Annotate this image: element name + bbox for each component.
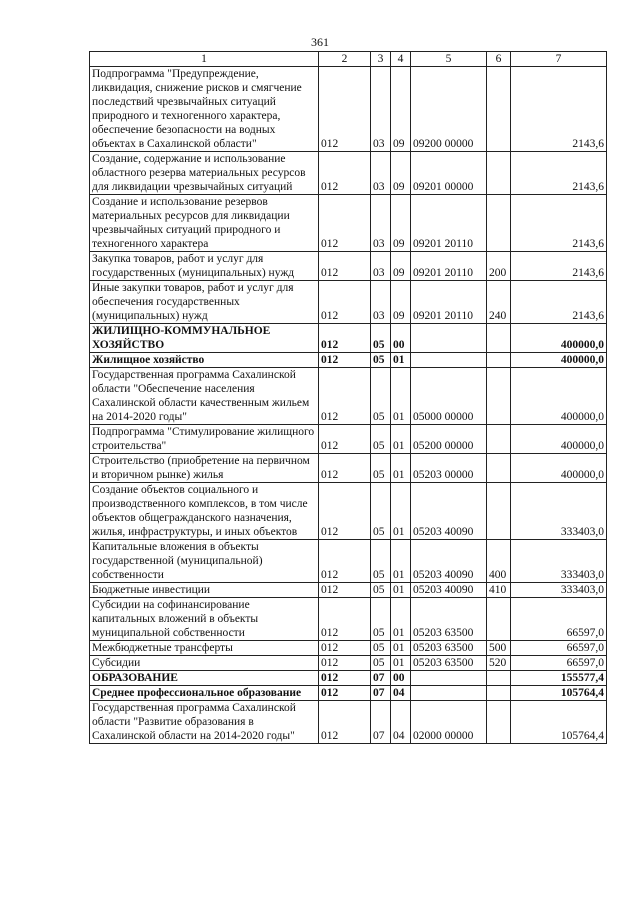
row-code-cell: 012 <box>319 686 371 701</box>
row-name-cell: Межбюджетные трансферты <box>90 641 319 656</box>
row-name-cell: Создание и использование резервов материальных ресурсов для ликвидации чрезвычайных ситуаций природного и техногенного характера <box>90 195 319 252</box>
header-cell: 2 <box>319 52 371 67</box>
table-row <box>90 252 607 281</box>
table-row <box>90 454 607 483</box>
row-subsection-cell: 00 <box>391 324 411 353</box>
table-row <box>90 671 607 686</box>
row-code-cell: 012 <box>319 583 371 598</box>
row-name-cell: ЖИЛИЩНО-КОММУНАЛЬНОЕ ХОЗЯЙСТВО <box>90 324 319 353</box>
row-target-cell: 09200 00000 <box>411 67 487 152</box>
row-target-cell <box>411 353 487 368</box>
table-row <box>90 701 607 744</box>
row-name-cell: Субсидии <box>90 656 319 671</box>
row-subsection-cell: 01 <box>391 353 411 368</box>
row-code-cell: 012 <box>319 656 371 671</box>
row-amount-cell: 66597,0 <box>511 598 607 641</box>
row-amount-cell: 2143,6 <box>511 252 607 281</box>
row-section-cell: 03 <box>371 152 391 195</box>
row-name-cell: Подпрограмма "Стимулирование жилищного строительства" <box>90 425 319 454</box>
row-amount-cell: 66597,0 <box>511 641 607 656</box>
row-code-cell: 012 <box>319 701 371 744</box>
row-type-cell <box>487 67 511 152</box>
table-row <box>90 583 607 598</box>
row-code-cell: 012 <box>319 641 371 656</box>
row-name-cell: Закупка товаров, работ и услуг для государственных (муниципальных) нужд <box>90 252 319 281</box>
row-subsection-cell: 04 <box>391 686 411 701</box>
row-type-cell: 400 <box>487 540 511 583</box>
row-subsection-cell: 01 <box>391 540 411 583</box>
row-target-cell: 09201 00000 <box>411 152 487 195</box>
row-subsection-cell: 09 <box>391 281 411 324</box>
table-row <box>90 641 607 656</box>
table-row <box>90 353 607 368</box>
row-section-cell: 07 <box>371 671 391 686</box>
row-code-cell: 012 <box>319 671 371 686</box>
row-subsection-cell: 09 <box>391 195 411 252</box>
row-type-cell <box>487 686 511 701</box>
row-name-cell: Строительство (приобретение на первичном и вторичном рынке) жилья <box>90 454 319 483</box>
row-amount-cell: 400000,0 <box>511 454 607 483</box>
row-subsection-cell: 01 <box>391 368 411 425</box>
row-subsection-cell: 01 <box>391 656 411 671</box>
row-amount-cell: 155577,4 <box>511 671 607 686</box>
page-number: 361 <box>311 35 329 49</box>
table-row <box>90 281 607 324</box>
row-subsection-cell: 01 <box>391 483 411 540</box>
row-section-cell: 05 <box>371 353 391 368</box>
table-row <box>90 686 607 701</box>
row-target-cell: 09201 20110 <box>411 281 487 324</box>
row-amount-cell: 400000,0 <box>511 425 607 454</box>
row-type-cell <box>487 701 511 744</box>
row-target-cell: 05203 63500 <box>411 656 487 671</box>
row-target-cell: 09201 20110 <box>411 195 487 252</box>
row-target-cell: 02000 00000 <box>411 701 487 744</box>
row-name-cell: Подпрограмма "Предупреждение, ликвидация, снижение рисков и смягчение последствий чрезвычайных ситуаций природного и техногенного характера, обеспечение безопасности на водных объектах в Сахалинской области" <box>90 67 319 152</box>
row-section-cell: 07 <box>371 686 391 701</box>
row-section-cell: 05 <box>371 454 391 483</box>
row-amount-cell: 2143,6 <box>511 281 607 324</box>
row-target-cell: 05000 00000 <box>411 368 487 425</box>
row-subsection-cell: 04 <box>391 701 411 744</box>
budget-table <box>89 51 607 744</box>
header-cell: 7 <box>511 52 607 67</box>
row-amount-cell: 400000,0 <box>511 368 607 425</box>
table-row <box>90 540 607 583</box>
row-section-cell: 03 <box>371 281 391 324</box>
row-amount-cell: 2143,6 <box>511 195 607 252</box>
row-amount-cell: 2143,6 <box>511 152 607 195</box>
row-target-cell: 05200 00000 <box>411 425 487 454</box>
row-type-cell <box>487 454 511 483</box>
row-code-cell: 012 <box>319 324 371 353</box>
row-type-cell <box>487 671 511 686</box>
row-type-cell <box>487 368 511 425</box>
table-row <box>90 598 607 641</box>
row-name-cell: Субсидии на софинансирование капитальных вложений в объекты муниципальной собственности <box>90 598 319 641</box>
header-cell: 6 <box>487 52 511 67</box>
row-code-cell: 012 <box>319 368 371 425</box>
row-type-cell: 240 <box>487 281 511 324</box>
row-type-cell: 520 <box>487 656 511 671</box>
row-name-cell: Государственная программа Сахалинской области "Развитие образования в Сахалинской области на 2014-2020 годы" <box>90 701 319 744</box>
row-subsection-cell: 09 <box>391 67 411 152</box>
row-target-cell: 05203 63500 <box>411 598 487 641</box>
row-code-cell: 012 <box>319 281 371 324</box>
row-type-cell: 200 <box>487 252 511 281</box>
row-subsection-cell: 01 <box>391 454 411 483</box>
table-row <box>90 656 607 671</box>
row-code-cell: 012 <box>319 152 371 195</box>
row-section-cell: 05 <box>371 483 391 540</box>
row-target-cell <box>411 671 487 686</box>
row-section-cell: 03 <box>371 195 391 252</box>
header-cell: 5 <box>411 52 487 67</box>
row-name-cell: Капитальные вложения в объекты государственной (муниципальной) собственности <box>90 540 319 583</box>
row-subsection-cell: 01 <box>391 641 411 656</box>
table-row <box>90 195 607 252</box>
header-cell: 1 <box>90 52 319 67</box>
row-section-cell: 05 <box>371 656 391 671</box>
row-type-cell <box>487 353 511 368</box>
table-row <box>90 152 607 195</box>
row-code-cell: 012 <box>319 454 371 483</box>
row-amount-cell: 333403,0 <box>511 540 607 583</box>
row-section-cell: 05 <box>371 583 391 598</box>
table-row <box>90 368 607 425</box>
row-subsection-cell: 09 <box>391 252 411 281</box>
row-amount-cell: 66597,0 <box>511 656 607 671</box>
row-name-cell: ОБРАЗОВАНИЕ <box>90 671 319 686</box>
row-type-cell: 500 <box>487 641 511 656</box>
row-subsection-cell: 01 <box>391 425 411 454</box>
row-name-cell: Создание объектов социального и производственного комплексов, в том числе объектов общегражданского назначения, жилья, инфраструктуры, и иных объектов <box>90 483 319 540</box>
header-cell: 3 <box>371 52 391 67</box>
row-type-cell <box>487 152 511 195</box>
row-name-cell: Создание, содержание и использование областного резерва материальных ресурсов для ликвидации чрезвычайных ситуаций <box>90 152 319 195</box>
row-code-cell: 012 <box>319 195 371 252</box>
row-amount-cell: 333403,0 <box>511 483 607 540</box>
row-name-cell: Жилищное хозяйство <box>90 353 319 368</box>
table-row <box>90 483 607 540</box>
row-subsection-cell: 09 <box>391 152 411 195</box>
row-code-cell: 012 <box>319 252 371 281</box>
row-section-cell: 03 <box>371 67 391 152</box>
header-row <box>90 52 607 67</box>
row-amount-cell: 400000,0 <box>511 324 607 353</box>
row-name-cell: Иные закупки товаров, работ и услуг для обеспечения государственных (муниципальных) нужд <box>90 281 319 324</box>
row-target-cell: 09201 20110 <box>411 252 487 281</box>
row-type-cell <box>487 324 511 353</box>
row-type-cell: 410 <box>487 583 511 598</box>
table-body <box>90 67 607 744</box>
row-code-cell: 012 <box>319 353 371 368</box>
row-name-cell: Среднее профессиональное образование <box>90 686 319 701</box>
row-subsection-cell: 00 <box>391 671 411 686</box>
row-code-cell: 012 <box>319 540 371 583</box>
row-amount-cell: 105764,4 <box>511 701 607 744</box>
row-name-cell: Государственная программа Сахалинской области "Обеспечение населения Сахалинской области качественным жильем на 2014-2020 годы" <box>90 368 319 425</box>
row-target-cell <box>411 324 487 353</box>
row-target-cell: 05203 40090 <box>411 540 487 583</box>
row-section-cell: 05 <box>371 598 391 641</box>
table-row <box>90 324 607 353</box>
row-code-cell: 012 <box>319 598 371 641</box>
row-code-cell: 012 <box>319 483 371 540</box>
row-section-cell: 05 <box>371 641 391 656</box>
row-section-cell: 05 <box>371 368 391 425</box>
row-target-cell: 05203 63500 <box>411 641 487 656</box>
row-section-cell: 03 <box>371 252 391 281</box>
row-amount-cell: 400000,0 <box>511 353 607 368</box>
row-type-cell <box>487 195 511 252</box>
table-row <box>90 67 607 152</box>
row-section-cell: 05 <box>371 540 391 583</box>
row-section-cell: 07 <box>371 701 391 744</box>
row-amount-cell: 2143,6 <box>511 67 607 152</box>
row-type-cell <box>487 425 511 454</box>
row-type-cell <box>487 483 511 540</box>
row-amount-cell: 105764,4 <box>511 686 607 701</box>
table-row <box>90 425 607 454</box>
row-type-cell <box>487 598 511 641</box>
row-target-cell <box>411 686 487 701</box>
row-target-cell: 05203 40090 <box>411 583 487 598</box>
row-amount-cell: 333403,0 <box>511 583 607 598</box>
row-target-cell: 05203 00000 <box>411 454 487 483</box>
row-code-cell: 012 <box>319 67 371 152</box>
header-cell: 4 <box>391 52 411 67</box>
row-subsection-cell: 01 <box>391 583 411 598</box>
row-subsection-cell: 01 <box>391 598 411 641</box>
row-code-cell: 012 <box>319 425 371 454</box>
row-section-cell: 05 <box>371 425 391 454</box>
row-name-cell: Бюджетные инвестиции <box>90 583 319 598</box>
row-target-cell: 05203 40090 <box>411 483 487 540</box>
row-section-cell: 05 <box>371 324 391 353</box>
